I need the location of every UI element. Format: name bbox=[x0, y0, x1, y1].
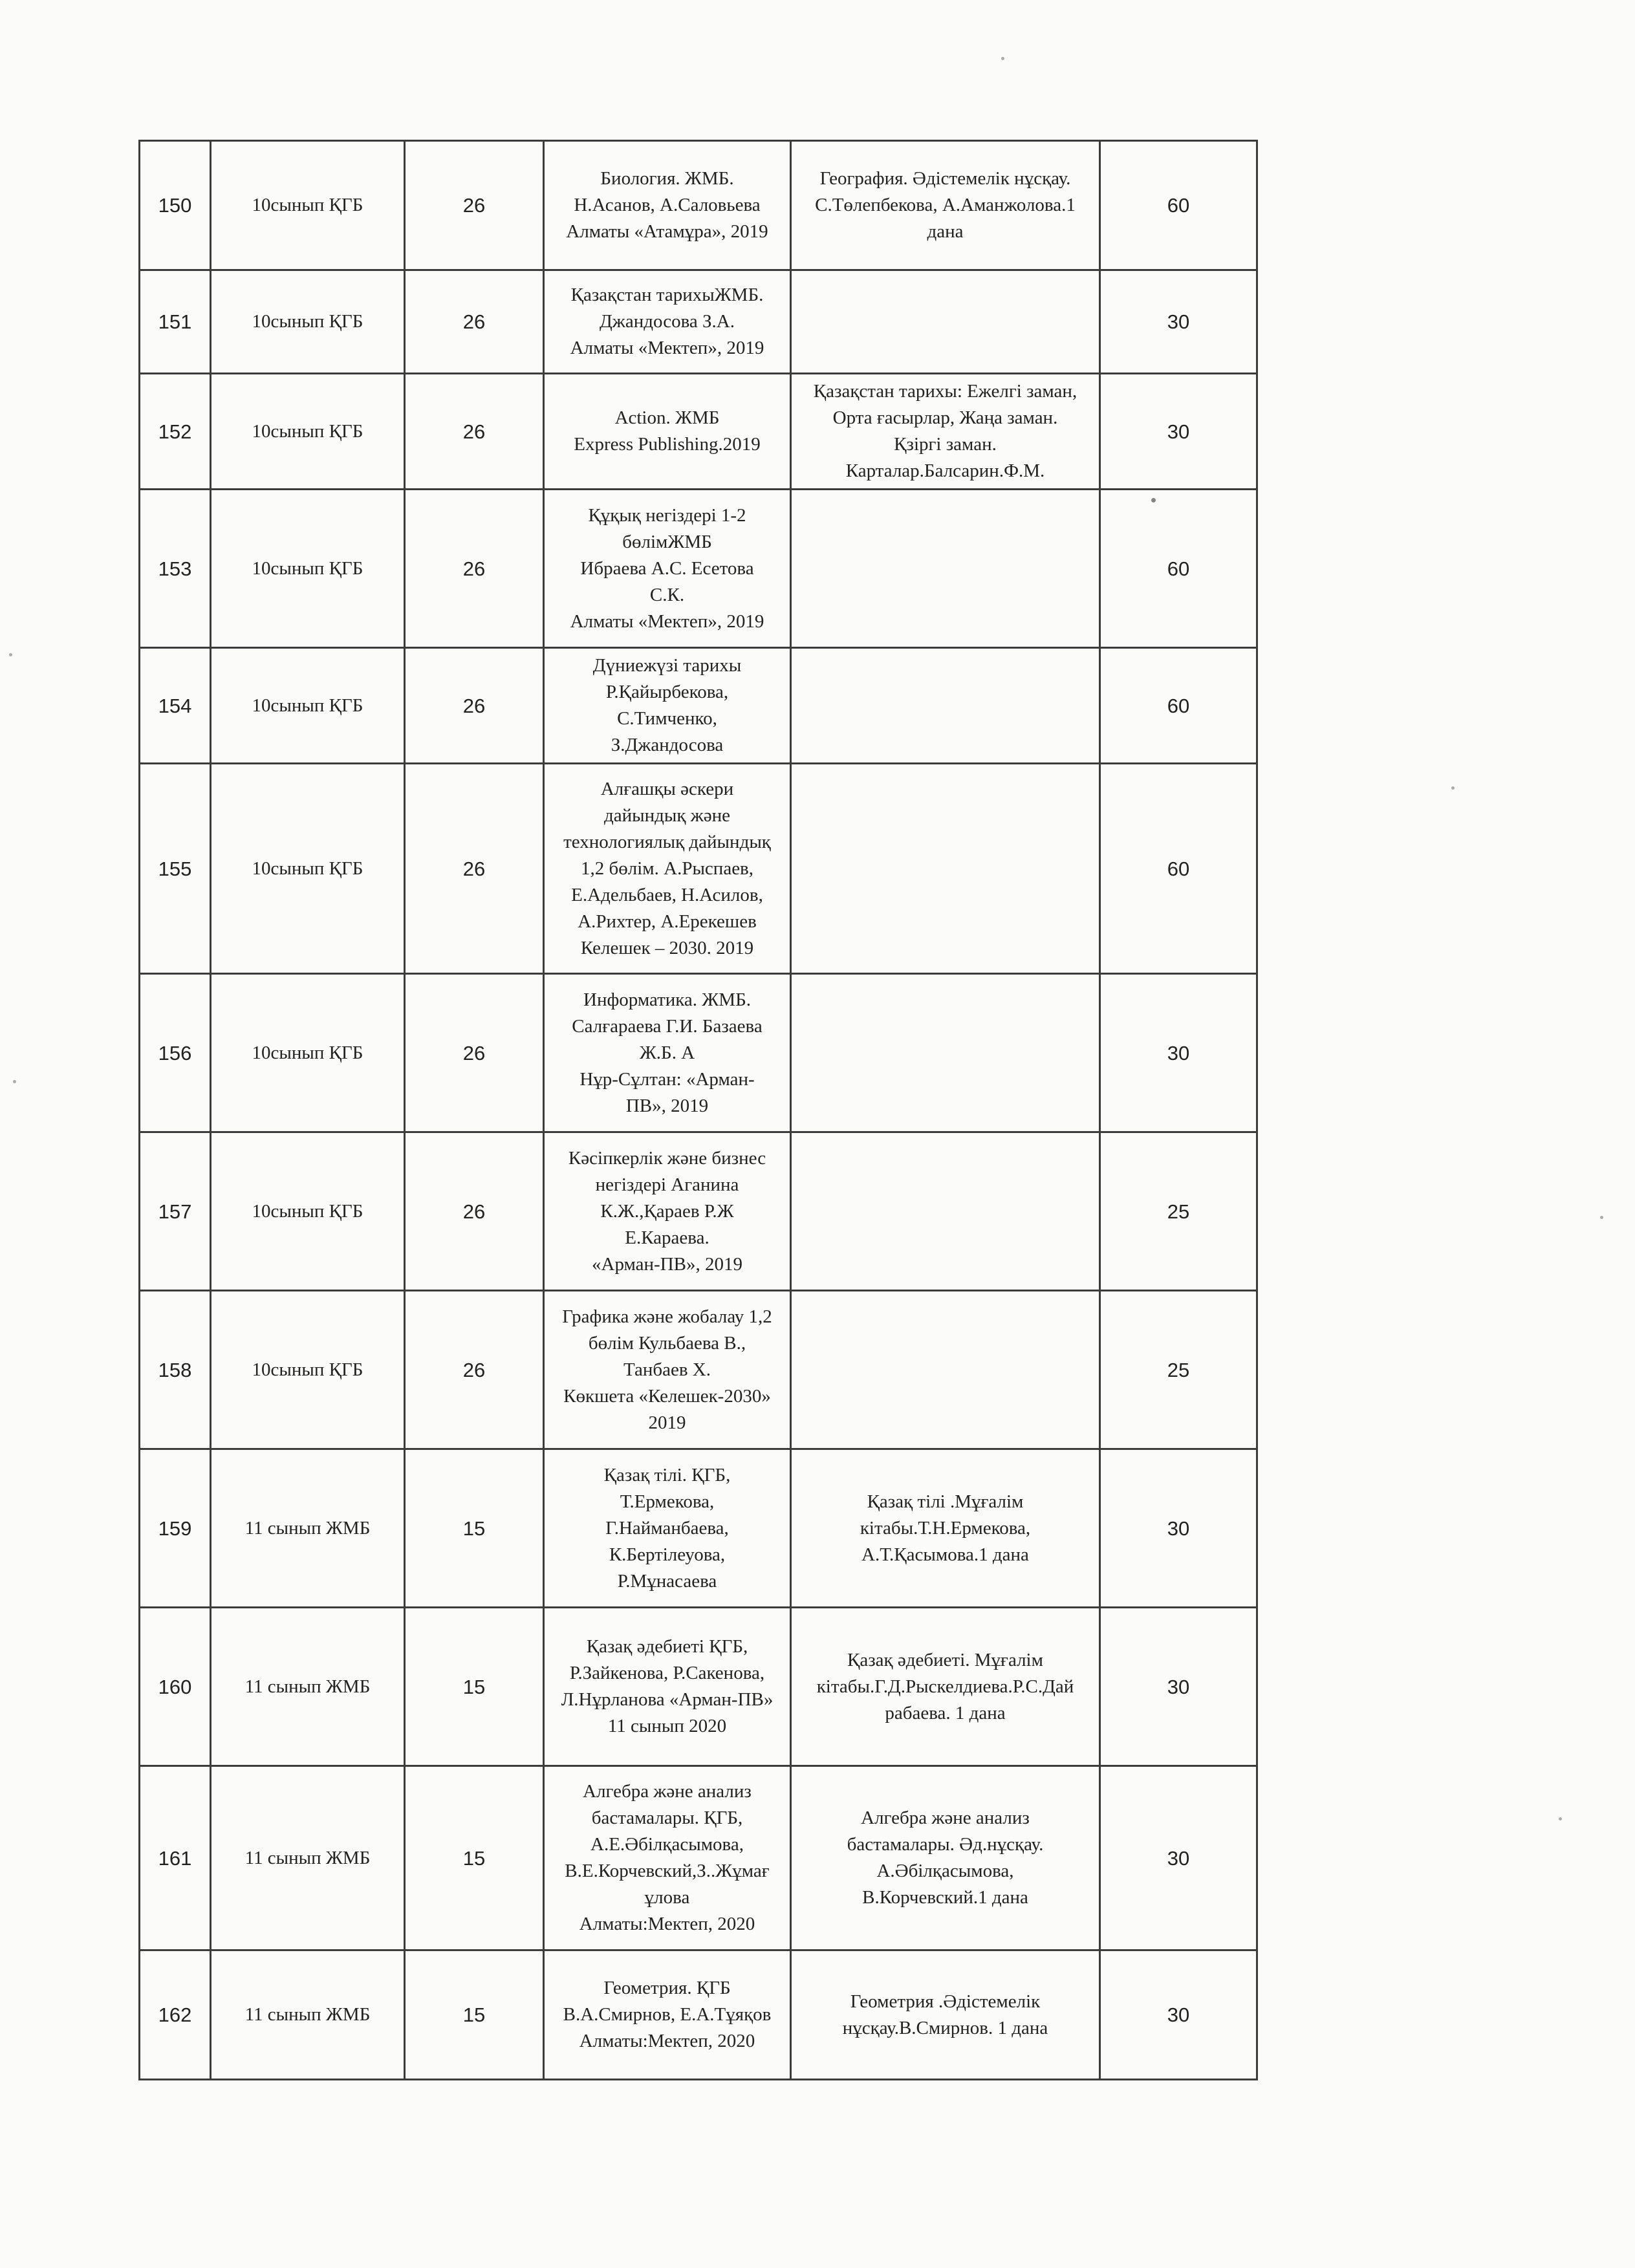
methodical-guide-cell bbox=[791, 1132, 1100, 1291]
student-count-cell: 26 bbox=[405, 374, 544, 490]
methodical-guide-cell: Алгебра және анализ бастамалары. Әд.нұсқау. А.Әбілқасымова, В.Корчевский.1 дана bbox=[791, 1766, 1100, 1950]
table-row bbox=[140, 1608, 1257, 1766]
table-row bbox=[140, 270, 1257, 374]
scan-speck bbox=[1451, 786, 1455, 790]
grade-cell: 10сынып ҚГБ bbox=[211, 270, 405, 374]
grade-cell: 10сынып ҚГБ bbox=[211, 490, 405, 648]
quantity-cell: 30 bbox=[1100, 974, 1257, 1132]
table-row bbox=[140, 1950, 1257, 2080]
methodical-guide-cell bbox=[791, 974, 1100, 1132]
grade-cell: 11 сынып ЖМБ bbox=[211, 1449, 405, 1608]
methodical-guide-cell bbox=[791, 270, 1100, 374]
row-number: 161 bbox=[140, 1766, 211, 1950]
quantity-cell: 60 bbox=[1100, 141, 1257, 270]
textbook-table bbox=[138, 140, 1258, 2080]
textbook-cell: Информатика. ЖМБ. Салғараева Г.И. Базаева Ж.Б. А Нұр-Сұлтан: «Арман- ПВ», 2019 bbox=[544, 974, 791, 1132]
row-number: 162 bbox=[140, 1950, 211, 2080]
quantity-cell: 60 bbox=[1100, 648, 1257, 764]
quantity-cell: 60 bbox=[1100, 490, 1257, 648]
row-number: 160 bbox=[140, 1608, 211, 1766]
grade-cell: 10сынып ҚГБ bbox=[211, 141, 405, 270]
row-number: 150 bbox=[140, 141, 211, 270]
textbook-cell: Қазақстан тарихыЖМБ. Джандосова З.А. Алматы «Мектеп», 2019 bbox=[544, 270, 791, 374]
textbook-cell: Action. ЖМБ Express Publishing.2019 bbox=[544, 374, 791, 490]
student-count-cell: 26 bbox=[405, 648, 544, 764]
quantity-cell: 30 bbox=[1100, 1766, 1257, 1950]
textbook-cell: Қазақ тілі. ҚГБ, Т.Ермекова, Г.Найманбаева, К.Бертілеуова, Р.Мұнасаева bbox=[544, 1449, 791, 1608]
student-count-cell: 26 bbox=[405, 1291, 544, 1449]
table-row bbox=[140, 1766, 1257, 1950]
row-number: 152 bbox=[140, 374, 211, 490]
scan-speck bbox=[1559, 1817, 1562, 1820]
row-number: 154 bbox=[140, 648, 211, 764]
grade-cell: 11 сынып ЖМБ bbox=[211, 1950, 405, 2080]
scan-speck bbox=[1001, 57, 1004, 60]
table-row bbox=[140, 648, 1257, 764]
table-row bbox=[140, 1449, 1257, 1608]
grade-cell: 10сынып ҚГБ bbox=[211, 1291, 405, 1449]
methodical-guide-cell bbox=[791, 648, 1100, 764]
textbook-cell: Дүниежүзі тарихы Р.Қайырбекова, С.Тимченко, З.Джандосова bbox=[544, 648, 791, 764]
table-row bbox=[140, 490, 1257, 648]
student-count-cell: 26 bbox=[405, 490, 544, 648]
methodical-guide-cell: География. Әдістемелік нұсқау. С.Төлепбекова, А.Аманжолова.1 дана bbox=[791, 141, 1100, 270]
row-number: 159 bbox=[140, 1449, 211, 1608]
textbook-cell: Алғашқы әскери дайындық және технологиялық дайындық 1,2 бөлім. А.Рыспаев, Е.Адельбаев, Н.Асилов, А.Рихтер, А.Ерекешев Келешек – 2030. 2019 bbox=[544, 764, 791, 974]
quantity-cell: 25 bbox=[1100, 1132, 1257, 1291]
textbook-cell: Биология. ЖМБ. Н.Асанов, А.Саловьева Алматы «Атамұра», 2019 bbox=[544, 141, 791, 270]
methodical-guide-cell: Қазақстан тарихы: Ежелгі заман, Орта ғасырлар, Жаңа заман. Қзіргі заман. Карталар.Балсарин.Ф.М. bbox=[791, 374, 1100, 490]
row-number: 156 bbox=[140, 974, 211, 1132]
student-count-cell: 26 bbox=[405, 270, 544, 374]
textbook-cell: Құқық негіздері 1-2 бөлімЖМБ Ибраева А.С. Есетова С.К. Алматы «Мектеп», 2019 bbox=[544, 490, 791, 648]
grade-cell: 10сынып ҚГБ bbox=[211, 648, 405, 764]
grade-cell: 11 сынып ЖМБ bbox=[211, 1608, 405, 1766]
methodical-guide-cell: Қазақ әдебиеті. Мұғалім кітабы.Г.Д.Рыскелдиева.Р.С.Дай рабаева. 1 дана bbox=[791, 1608, 1100, 1766]
grade-cell: 11 сынып ЖМБ bbox=[211, 1766, 405, 1950]
scan-speck bbox=[1600, 1216, 1603, 1219]
textbook-cell: Геометрия. ҚГБ В.А.Смирнов, Е.А.Тұяқов Алматы:Мектеп, 2020 bbox=[544, 1950, 791, 2080]
quantity-cell: 30 bbox=[1100, 1608, 1257, 1766]
quantity-cell: 30 bbox=[1100, 1449, 1257, 1608]
methodical-guide-cell bbox=[791, 490, 1100, 648]
textbook-cell: Қазақ әдебиеті ҚГБ, Р.Зайкенова, Р.Сакенова, Л.Нұрланова «Арман-ПВ» 11 сынып 2020 bbox=[544, 1608, 791, 1766]
row-number: 153 bbox=[140, 490, 211, 648]
quantity-cell: 30 bbox=[1100, 374, 1257, 490]
scan-speck bbox=[9, 653, 12, 656]
row-number: 158 bbox=[140, 1291, 211, 1449]
student-count-cell: 26 bbox=[405, 764, 544, 974]
student-count-cell: 15 bbox=[405, 1608, 544, 1766]
scan-speck bbox=[13, 1080, 16, 1083]
quantity-cell: 30 bbox=[1100, 270, 1257, 374]
grade-cell: 10сынып ҚГБ bbox=[211, 764, 405, 974]
student-count-cell: 26 bbox=[405, 1132, 544, 1291]
grade-cell: 10сынып ҚГБ bbox=[211, 374, 405, 490]
row-number: 157 bbox=[140, 1132, 211, 1291]
textbook-cell: Графика және жобалау 1,2 бөлім Кульбаева В., Танбаев Х. Көкшета «Келешек-2030» 2019 bbox=[544, 1291, 791, 1449]
textbook-cell: Кәсіпкерлік және бизнес негіздері Аганина К.Ж.,Қараев Р.Ж Е.Караева. «Арман-ПВ», 2019 bbox=[544, 1132, 791, 1291]
table-row bbox=[140, 374, 1257, 490]
methodical-guide-cell bbox=[791, 764, 1100, 974]
student-count-cell: 26 bbox=[405, 974, 544, 1132]
table-row bbox=[140, 764, 1257, 974]
student-count-cell: 15 bbox=[405, 1766, 544, 1950]
table-body bbox=[140, 141, 1257, 2080]
table-row bbox=[140, 141, 1257, 270]
quantity-cell: 25 bbox=[1100, 1291, 1257, 1449]
methodical-guide-cell: Геометрия .Әдістемелік нұсқау.В.Смирнов. 1 дана bbox=[791, 1950, 1100, 2080]
grade-cell: 10сынып ҚГБ bbox=[211, 1132, 405, 1291]
student-count-cell: 15 bbox=[405, 1449, 544, 1608]
quantity-cell: 30 bbox=[1100, 1950, 1257, 2080]
table-row bbox=[140, 1291, 1257, 1449]
table-row bbox=[140, 1132, 1257, 1291]
student-count-cell: 26 bbox=[405, 141, 544, 270]
methodical-guide-cell bbox=[791, 1291, 1100, 1449]
student-count-cell: 15 bbox=[405, 1950, 544, 2080]
table-row bbox=[140, 974, 1257, 1132]
textbook-cell: Алгебра және анализ бастамалары. ҚГБ, А.Е.Әбілқасымова, В.Е.Корчевский,З..Жұмағ ұлова Алматы:Мектеп, 2020 bbox=[544, 1766, 791, 1950]
methodical-guide-cell: Қазақ тілі .Мұғалім кітабы.Т.Н.Ермекова, А.Т.Қасымова.1 дана bbox=[791, 1449, 1100, 1608]
row-number: 155 bbox=[140, 764, 211, 974]
row-number: 151 bbox=[140, 270, 211, 374]
grade-cell: 10сынып ҚГБ bbox=[211, 974, 405, 1132]
quantity-cell: 60 bbox=[1100, 764, 1257, 974]
